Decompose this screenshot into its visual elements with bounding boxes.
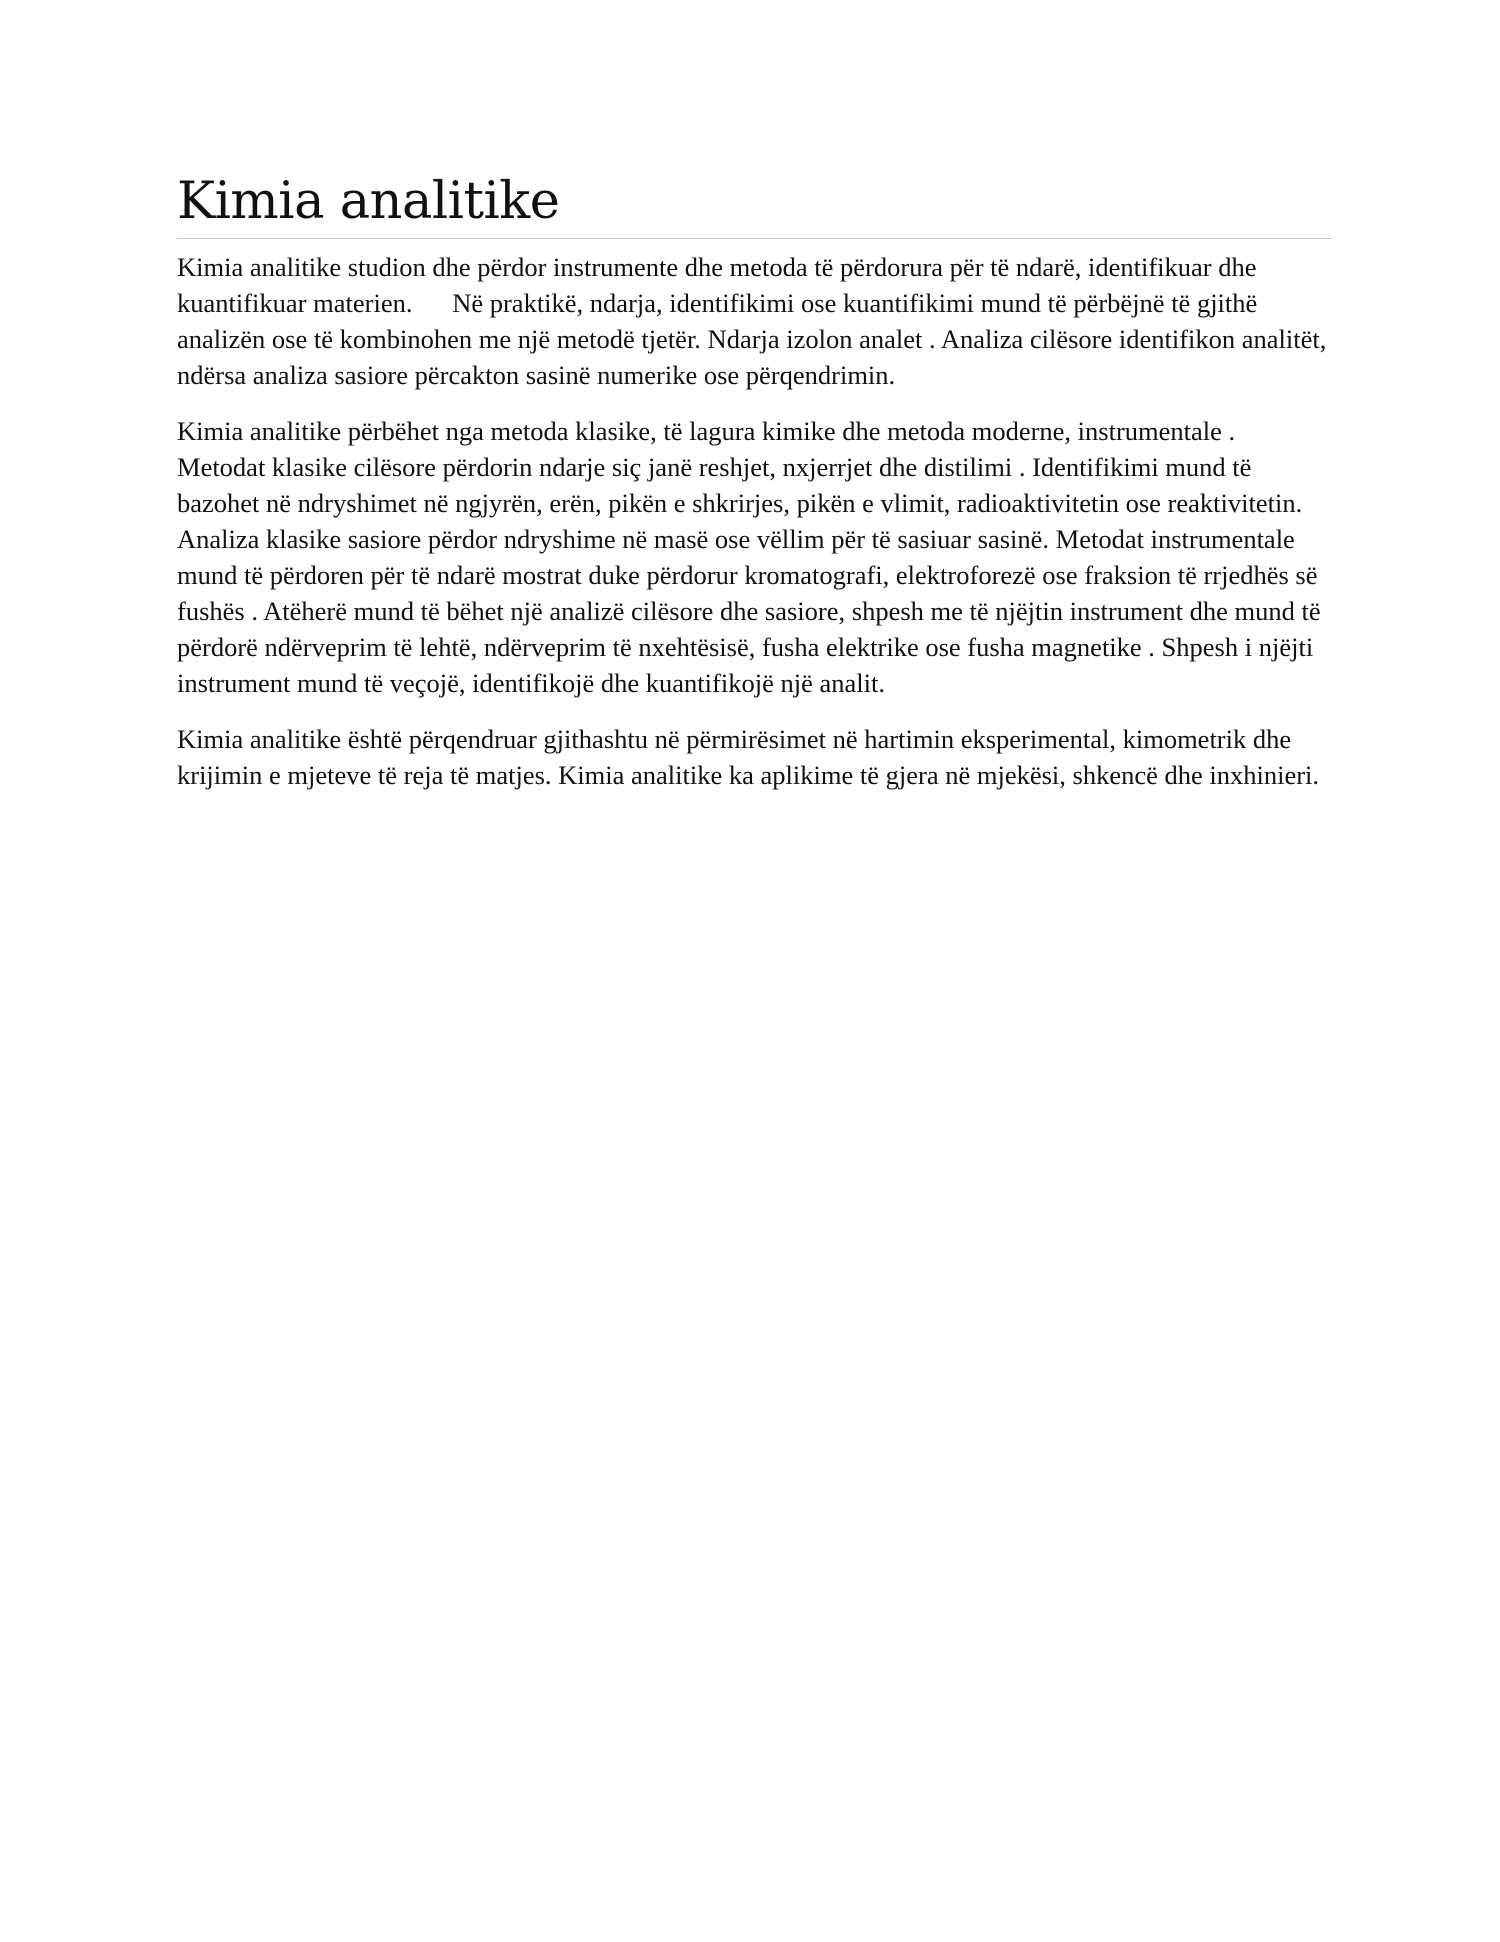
- paragraph-3: Kimia analitike është përqendruar gjithashtu në përmirësimet në hartimin eksperimental, kimometrik dhe krijimin e mjeteve të reja të matjes. Kimia analitike ka aplikime të gjera në mjekësi, shkencë dhe inxhinieri.: [177, 724, 1320, 790]
- paragraph-1: Kimia analitike studion dhe përdor instrumente dhe metoda të përdorura për të ndarë, identifikuar dhe kuantifikuar materien. Në praktikë, ndarja, identifikimi ose kuantifikimi mund të përbëjnë të gjithë analizën ose të kombinohen me një metodë tjetër. Ndarja izolon analet . Analiza cilësore identifikon analitët, ndërsa analiza sasiore përcakton sasinë numerike ose përqendrimin.: [177, 252, 1334, 390]
- paragraph-2: Kimia analitike përbëhet nga metoda klasike, të lagura kimike dhe metoda moderne, instrumentale . Metodat klasike cilësore përdorin ndarje siç janë reshjet, nxjerrjet dhe distilimi . Identifikimi mund të bazohet në ndryshimet në ngjyrën, erën, pikën e shkrirjes, pikën e vlimit, radioaktivitetin ose reaktivitetin. Analiza klasike sasiore përdor ndryshime në masë ose vëllim për të sasiuar sasinë. Metodat instrumentale mund të përdoren për të ndarë mostrat duke përdorur kromatografi, elektroforezë ose fraksion të rrjedhës së fushës . Atëherë mund të bëhet një analizë cilësore dhe sasiore, shpesh me të njëjtin instrument dhe mund të përdorë ndërveprim të lehtë, ndërveprim të nxehtësisë, fusha elektrike ose fusha magnetike . Shpesh i njëjti instrument mund të veçojë, identifikojë dhe kuantifikojë një analit.: [177, 416, 1328, 698]
- page-title: Kimia analitike: [177, 170, 1332, 239]
- document-body: [177, 170, 1332, 793]
